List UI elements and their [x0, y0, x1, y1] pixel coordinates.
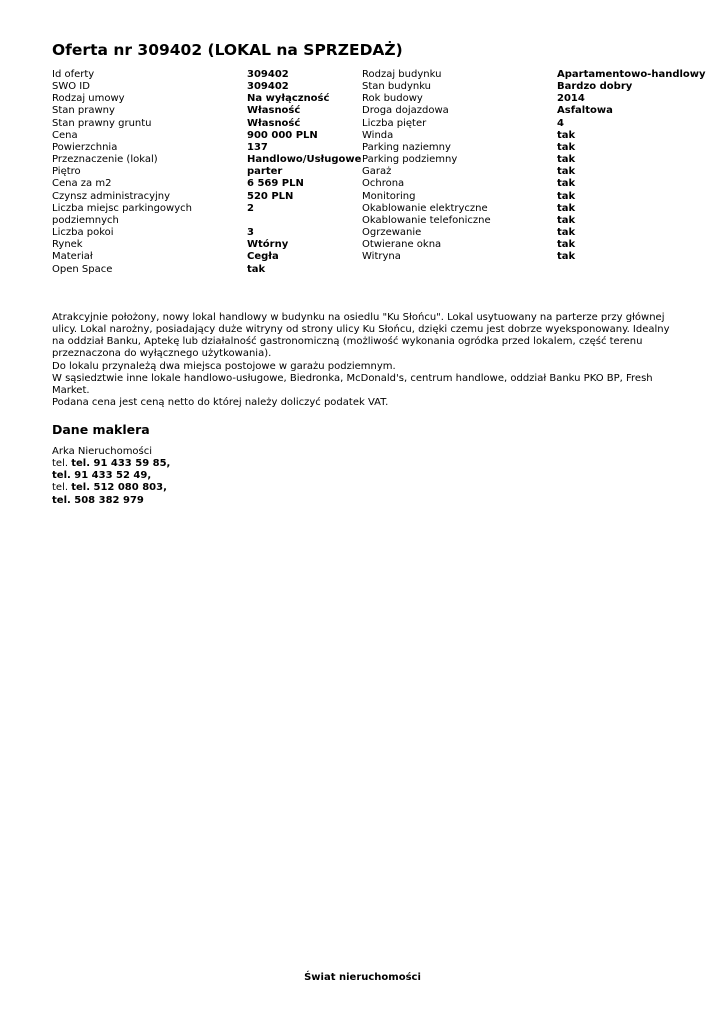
spec-row: [52, 264, 712, 276]
spec-label: Rynek: [52, 239, 83, 251]
spec-label: Droga dojazdowa: [362, 105, 449, 117]
spec-label: Garaż: [362, 166, 392, 178]
spec-value: tak: [557, 202, 576, 214]
spec-value: tak: [557, 154, 576, 166]
spec-label: podziemnych: [52, 214, 119, 226]
spec-value: 309402: [247, 81, 289, 93]
broker-name: Arka Nieruchomości: [52, 446, 153, 457]
spec-row: [52, 191, 712, 203]
spec-label: Ochrona: [362, 178, 405, 190]
spec-value: 520 PLN: [247, 190, 294, 202]
broker-heading: Dane maklera: [52, 422, 150, 437]
spec-label: Witryna: [362, 251, 401, 263]
spec-label: Stan prawny: [52, 105, 115, 117]
description-paragraph: W sąsiedztwie inne lokale handlowo-usługowe, Biedronka, McDonald's, centrum handlowe, oddział Banku PKO BP, Fresh Market.: [52, 372, 653, 396]
spec-label: [362, 264, 557, 276]
spec-label: Ogrzewanie: [362, 227, 422, 239]
spec-label: Powierzchnia: [52, 141, 118, 153]
spec-label: Cena: [52, 129, 78, 141]
spec-value: Handlowo/Usługowe: [247, 154, 362, 166]
spec-value: 2014: [557, 93, 585, 105]
description-paragraph: Atrakcyjnie położony, nowy lokal handlowy w budynku na osiedlu "Ku Słońcu". Lokal usytuowany na parterze przy głównej ulicy. Lokal narożny, posiadający duże witryny od strony ulicy Ku Słońcu, dzięki czemu jest dobrze wyeksponowany. Idealny na oddział Banku, Aptekę lub działalność gastronomiczną (możliwość wykonania ogródka przed lokalem, część terenu przeznaczona do wyłącznego użytkowania).: [52, 312, 670, 360]
spec-label: Open Space: [52, 263, 113, 275]
spec-label: Cena za m2: [52, 178, 112, 190]
spec-value: Na wyłączność: [247, 93, 330, 105]
footer-brand: Świat nieruchomości: [304, 972, 421, 983]
broker-details: [52, 446, 170, 507]
spec-label: Otwierane okna: [362, 239, 442, 251]
spec-label: Id oferty: [52, 69, 95, 80]
spec-label: Okablowanie elektryczne: [362, 202, 488, 214]
spec-row: [52, 81, 712, 93]
spec-row: [52, 251, 712, 263]
spec-value: Apartamentowo-handlowy: [557, 69, 706, 80]
broker-phone-3: tel. tel. 512 080 803,: [52, 482, 167, 494]
spec-value: tak: [557, 178, 576, 190]
spec-label: Rok budowy: [362, 93, 423, 105]
broker-phone-4: tel. 508 382 979: [52, 494, 144, 506]
spec-label: Parking podziemny: [362, 154, 458, 166]
spec-row: [52, 178, 712, 190]
spec-row: [52, 105, 712, 117]
spec-value: 6 569 PLN: [247, 178, 304, 190]
offer-specs-table: [52, 69, 712, 276]
spec-row: [52, 69, 712, 81]
spec-label: Przeznaczenie (lokal): [52, 154, 158, 166]
spec-label: Liczba miejsc parkingowych: [52, 202, 192, 214]
spec-row: [52, 142, 712, 154]
spec-value: Bardzo dobry: [557, 81, 633, 93]
spec-row: [52, 166, 712, 178]
spec-value: 3: [247, 227, 254, 239]
spec-label: Liczba pięter: [362, 117, 427, 129]
spec-value: tak: [557, 251, 576, 263]
spec-value: Własność: [247, 105, 301, 117]
description-paragraph: Do lokalu przynależą dwa miejsca postojowe w garażu podziemnym.: [52, 360, 396, 372]
spec-value: tak: [557, 214, 576, 226]
spec-value: tak: [557, 227, 576, 239]
spec-label: Stan budynku: [362, 81, 432, 93]
spec-row: [52, 203, 712, 215]
spec-row: [52, 227, 712, 239]
spec-value: 4: [557, 117, 564, 129]
spec-value: tak: [557, 166, 576, 178]
spec-label: Materiał: [52, 251, 93, 263]
spec-value: 900 000 PLN: [247, 129, 318, 141]
spec-value: 137: [247, 141, 268, 153]
broker-phone-1: tel. tel. 91 433 59 85,: [52, 458, 171, 470]
spec-label: Rodzaj budynku: [362, 69, 442, 80]
offer-description: [52, 312, 682, 409]
spec-label: Winda: [362, 129, 394, 141]
spec-value: parter: [247, 166, 283, 178]
broker-phone-2: tel. 91 433 52 49,: [52, 470, 152, 482]
spec-label: Czynsz administracyjny: [52, 190, 171, 202]
spec-value: tak: [557, 129, 576, 141]
spec-value: Cegła: [247, 251, 279, 263]
spec-value: [247, 215, 362, 227]
spec-label: Parking naziemny: [362, 141, 451, 153]
spec-value: 309402: [247, 69, 289, 80]
spec-label: Okablowanie telefoniczne: [362, 214, 491, 226]
page-title: Oferta nr 309402 (LOKAL na SPRZEDAŻ): [52, 41, 403, 59]
spec-row: [52, 93, 712, 105]
spec-row: [52, 130, 712, 142]
spec-value: Wtórny: [247, 239, 289, 251]
spec-row: [52, 239, 712, 251]
spec-value: tak: [247, 263, 266, 275]
spec-label: Rodzaj umowy: [52, 93, 125, 105]
spec-value: Asfaltowa: [557, 105, 613, 117]
spec-value: tak: [557, 141, 576, 153]
spec-value: Własność: [247, 117, 301, 129]
spec-label: SWO ID: [52, 81, 90, 93]
spec-row: [52, 215, 712, 227]
spec-label: Stan prawny gruntu: [52, 117, 152, 129]
spec-value: 2: [247, 202, 254, 214]
description-paragraph: Podana cena jest ceną netto do której należy doliczyć podatek VAT.: [52, 397, 389, 409]
spec-value: tak: [557, 190, 576, 202]
spec-row: [52, 118, 712, 130]
spec-label: Piętro: [52, 166, 81, 178]
spec-row: [52, 154, 712, 166]
spec-label: Liczba pokoi: [52, 227, 114, 239]
spec-value: tak: [557, 239, 576, 251]
spec-label: Monitoring: [362, 190, 416, 202]
